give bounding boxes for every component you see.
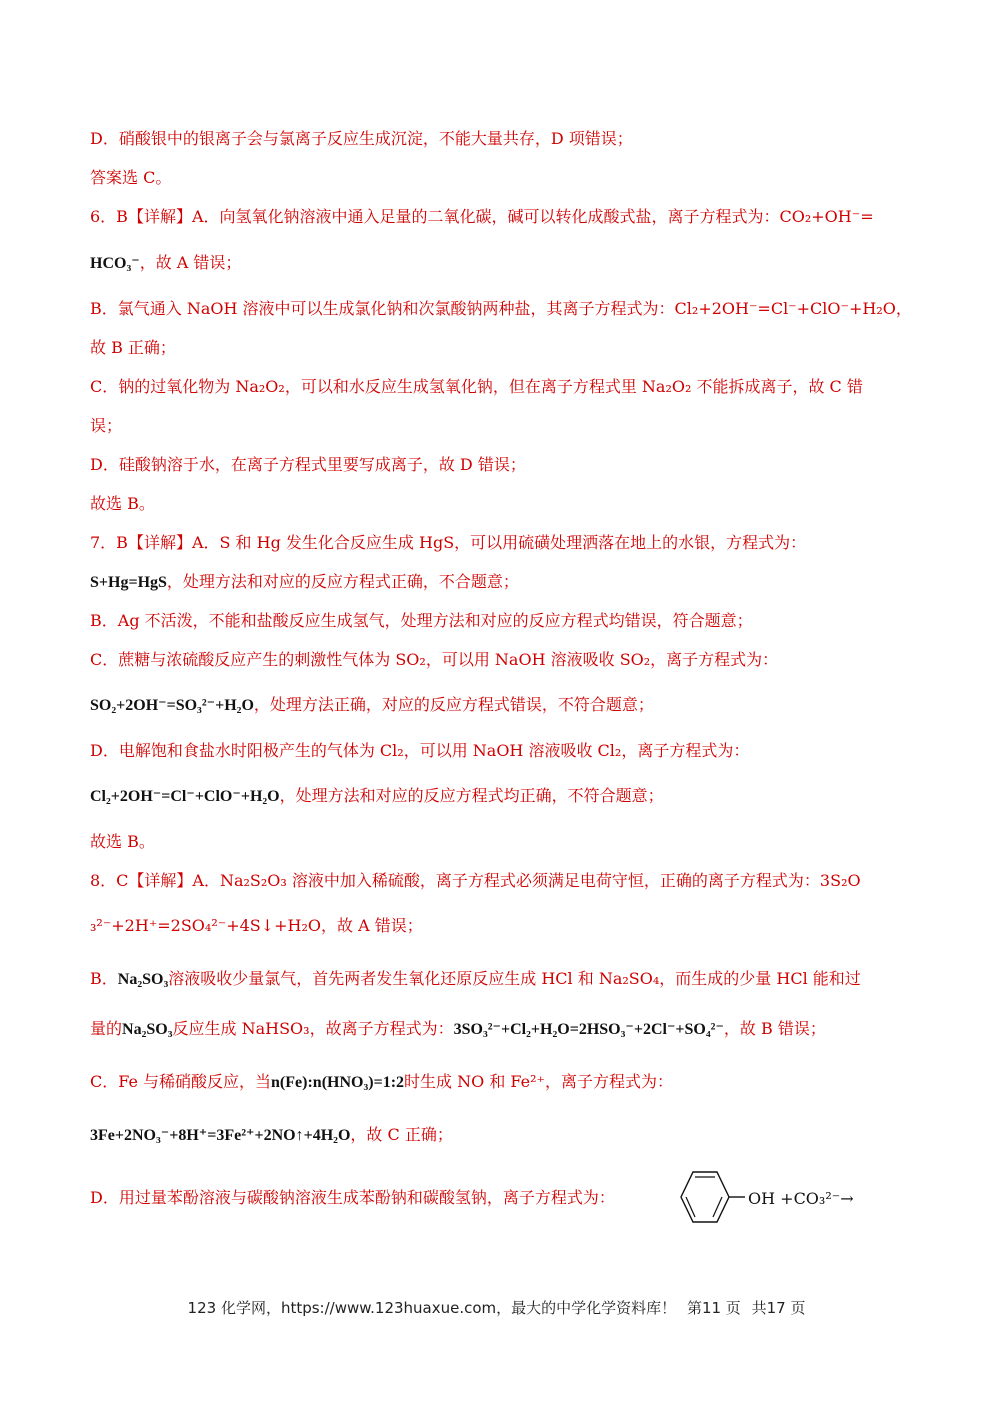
text-line: D．电解饱和食盐水时阳极产生的气体为 Cl₂，可以用 NaOH 溶液吸收 Cl₂，离子方程式为： [90, 741, 750, 760]
footer-page: 第11 页 [686, 1299, 741, 1317]
phenol-equation: OH +CO₃²⁻→ [748, 1189, 854, 1208]
text-line [90, 785, 664, 808]
text-line [90, 1124, 453, 1147]
text-tail: 时生成 NO 和 Fe²⁺，离子方程式为： [404, 1072, 673, 1091]
text-line: ₃²⁻+2H⁺=2SO₄²⁻+4S↓+H₂O，故 A 错误； [90, 916, 423, 935]
footer-site: 123 化学网，https://www.123huaxue.com，最大的中学化学资料库！ [187, 1299, 677, 1317]
text-line: 故选 B。 [90, 494, 155, 513]
text-line: 故 B 正确； [90, 338, 176, 357]
text-line: B．Ag 不活泼，不能和盐酸反应生成氢气，处理方法和对应的反应方程式均错误，符合题意； [90, 611, 753, 630]
text-mid: 反应生成 NaHSO₃，故离子方程式为： [172, 1019, 454, 1038]
equation: Na₂SO₃ [117, 971, 169, 988]
text-line: D．用过量苯酚溶液与碳酸钠溶液生成苯酚钠和碳酸氢钠，离子方程式为： [90, 1188, 615, 1207]
text-line: C．钠的过氧化物为 Na₂O₂，可以和水反应生成氢氧化钠，但在离子方程式里 Na₂O₂ 不能拆成离子，故 C 错 [90, 377, 863, 396]
text-line: D．硅酸钠溶于水，在离子方程式里要写成离子，故 D 错误； [90, 455, 526, 474]
text-line: 答案选 C。 [90, 168, 172, 187]
equation: 3Fe+2NO₃⁻+8H⁺=3Fe²⁺+2NO↑+4H₂O [90, 1127, 351, 1144]
text-line: D．硝酸银中的银离子会与氯离子反应生成沉淀，不能大量共存，D 项错误； [90, 129, 633, 148]
text-line [90, 571, 519, 594]
text-line [90, 1018, 826, 1041]
equation: S+Hg=HgS [90, 574, 167, 591]
page-footer [0, 1297, 993, 1318]
text-line: 误； [90, 416, 123, 435]
text-tail: ，处理方法正确，对应的反应方程式错误，不符合题意； [253, 695, 654, 714]
text-head: 量的 [90, 1019, 123, 1038]
equation: 3SO₃²⁻+Cl₂+H₂O=2HSO₃⁻+2Cl⁻+SO₄²⁻ [453, 1021, 724, 1038]
label: B． [90, 969, 118, 988]
equation: HCO₃⁻ [90, 255, 140, 272]
equation: Cl₂+2OH⁻=Cl⁻+ClO⁻+H₂O [90, 788, 280, 805]
text-tail: ，故 A 错误； [139, 253, 242, 272]
text-head: C．Fe 与稀硝酸反应，当 [90, 1072, 272, 1091]
text-tail: ，故 C 正确； [350, 1125, 453, 1144]
text-line [90, 252, 241, 275]
equation: n(Fe):n(HNO₃)=1:2 [271, 1074, 405, 1091]
text-line [90, 694, 654, 717]
equation: Na₂SO₃ [122, 1021, 173, 1038]
footer-total: 共17 页 [751, 1299, 806, 1317]
text-line: C．蔗糖与浓硫酸反应产生的刺激性气体为 SO₂，可以用 NaOH 溶液吸收 SO₂，离子方程式为： [90, 650, 779, 669]
text-line: B．氯气通入 NaOH 溶液中可以生成氯化钠和次氯酸钠两种盐，其离子方程式为：Cl₂+2OH⁻=Cl⁻+ClO⁻+H₂O， [90, 299, 912, 318]
text-tail: ，处理方法和对应的反应方程式均正确，不符合题意； [279, 786, 664, 805]
text-tail: ，处理方法和对应的反应方程式正确，不合题意； [166, 572, 519, 591]
text-line: 故选 B。 [90, 832, 155, 851]
text-line [90, 1071, 673, 1094]
text-tail: ，故 B 错误； [723, 1019, 826, 1038]
q6-eq1: CO₂+OH⁻= [779, 207, 874, 226]
question-6-header [90, 206, 874, 228]
question-8-header: 8．C【详解】A．Na₂S₂O₃ 溶液中加入稀硫酸，离子方程式必须满足电荷守恒，正确的离子方程式为：3S₂O [90, 871, 861, 890]
text-tail: 溶液吸收少量氯气，首先两者发生氧化还原反应生成 HCl 和 Na₂SO₄，而生成的少量 HCl 能和过 [168, 969, 861, 988]
equation: SO₂+2OH⁻=SO₃²⁻+H₂O [90, 697, 254, 714]
text-line [90, 968, 861, 991]
question-7-header: 7．B【详解】A．S 和 Hg 发生化合反应生成 HgS，可以用硫磺处理洒落在地上的水银，方程式为： [90, 533, 807, 552]
q6-head: 6．B【详解】A．向氢氧化钠溶液中通入足量的二氧化碳，碱可以转化成酸式盐，离子方程式为： [90, 207, 780, 226]
